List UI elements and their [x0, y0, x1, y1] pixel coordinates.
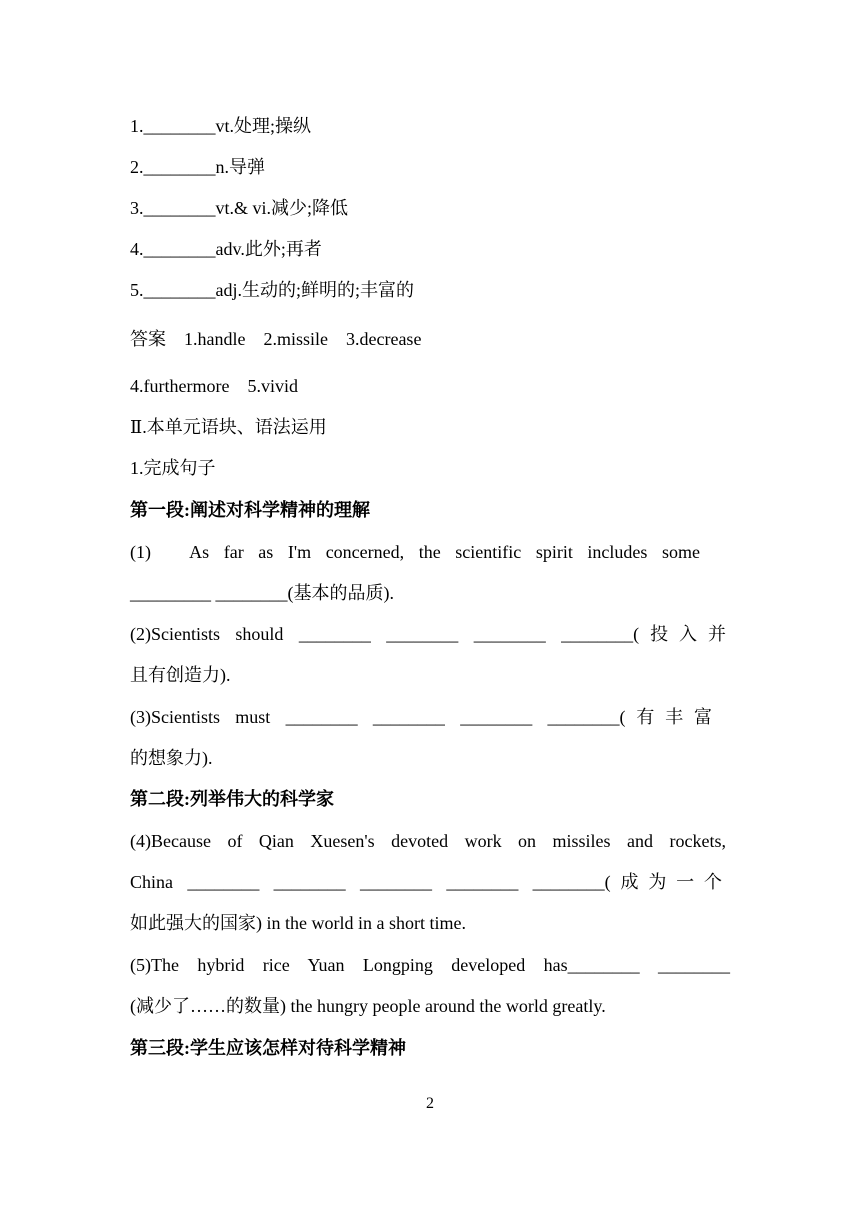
vocab-item-3: 3.________vt.& vi.减少;降低	[130, 198, 349, 218]
question-1-line-1: (1) As far as I'm concerned, the scientific spirit includes some	[130, 542, 700, 562]
paragraph-3-heading: 第三段:学生应该怎样对待科学精神	[130, 1038, 406, 1058]
question-2-line-2: 且有创造力).	[130, 665, 231, 685]
vocab-item-5: 5.________adj.生动的;鲜明的;丰富的	[130, 280, 414, 300]
page-number: 2	[426, 1095, 434, 1112]
question-5-line-2: (减少了……的数量) the hungry people around the world greatly.	[130, 996, 606, 1016]
answer-line-2: 4.furthermore 5.vivid	[130, 376, 298, 396]
question-4-line-2: China ________ ________ ________ ________ ________(成为一个	[130, 872, 722, 892]
question-1-line-2: _________ ________(基本的品质).	[130, 583, 394, 603]
answer-line-1: 答案 1.handle 2.missile 3.decrease	[130, 329, 422, 349]
section-heading: Ⅱ.本单元语块、语法运用	[130, 417, 327, 437]
vocab-item-2: 2.________n.导弹	[130, 157, 265, 177]
vocab-item-4: 4.________adv.此外;再者	[130, 239, 322, 259]
paragraph-2-heading: 第二段:列举伟大的科学家	[130, 789, 334, 809]
question-3-line-1: (3)Scientists must ________ ________ ________ ________(有丰富	[130, 707, 712, 727]
task-heading: 1.完成句子	[130, 458, 216, 478]
paragraph-1-heading: 第一段:阐述对科学精神的理解	[130, 500, 370, 520]
question-2-line-1: (2)Scientists should ________ ________ ________ ________(投入并	[130, 624, 726, 644]
question-5-line-1: (5)The hybrid rice Yuan Longping developed has________ ________	[130, 955, 730, 975]
question-4-line-3: 如此强大的国家) in the world in a short time.	[130, 913, 466, 933]
question-4-line-1: (4)Because of Qian Xuesen's devoted work on missiles and rockets,	[130, 831, 726, 851]
question-3-line-2: 的想象力).	[130, 748, 213, 768]
vocab-item-1: 1.________vt.处理;操纵	[130, 116, 312, 136]
